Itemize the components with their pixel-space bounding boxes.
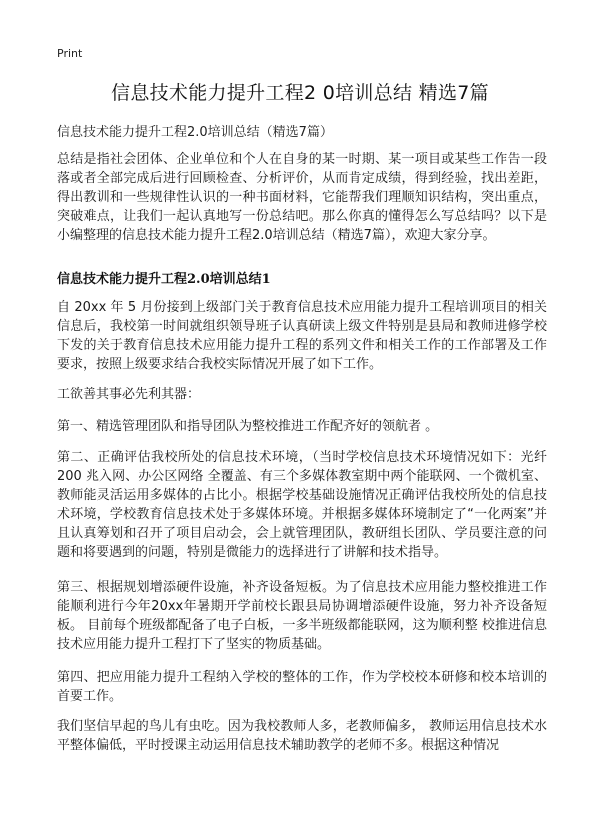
print-link[interactable]: Print (57, 47, 83, 60)
paragraph-3: 第一、精选管理团队和指导团队为整校推进工作配齐好的领航者 。 (57, 419, 439, 434)
intro-paragraph: 总结是指社会团体、企业单位和个人在自身的某一时期、某一项目或某些工作告一段落或者全部完成后进行回顾检查、分析评价，从而肯定成绩，得到经验，找出差距，得出教训和一些规律性认识的一种书面材料，它能帮我们理顺知识结构，突出重点，突破难点，让我们一起认真地写一份总结吧。那么你真的懂得怎么写总结吗？以下是小编整理的信息技术能力提升工程2.0培训总结（精选7篇），欢迎大家分享。 (57, 152, 547, 243)
paragraph-2: 工欲善其事必先利其器： (57, 387, 201, 402)
paragraph-4: 第二、正确评估我校所处的信息技术环境，（当时学校信息技术环境情况如下：光纤 200 兆入网、办公区网络 全覆盖、有三个多媒体教室期中两个能联网、一个微机室、教师能灵活运用多媒体的占比小。根据学校基础设施情况正确评估我校所处的信息技术环境，学校教育信息技术处于多媒体环境。并根据多媒体环境制定了“一化两案”并且认真筹划和召开了项目启动会，会上就管理团队，教研组长团队、学员要注意的问题和将要遇到的问题，特别是微能力的选择进行了讲解和技术指导。 (57, 450, 547, 560)
section-heading-1: 信息技术能力提升工程2.0培训总结1 (57, 272, 271, 287)
paragraph-5: 第三、根据规划增添硬件设施，补齐设备短板。为了信息技术应用能力整校推进工作能顺利进行今年20xx年暑期开学前校长跟县局协调增添硬件设施，努力补齐设备短板。 目前每个班级都配备了电子白板，一多半班级都能联网，这为顺利整 校推进信息技术应用能力提升工程打下了坚实的物质基础。 (57, 580, 547, 652)
page-title: 信息技术能力提升工程2 0培训总结 精选7篇 (111, 82, 489, 104)
paragraph-6: 第四、把应用能力提升工程纳入学校的整体的工作，作为学校校本研修和校本培训的首要工作。 (57, 670, 547, 704)
document-subtitle: 信息技术能力提升工程2.0培训总结（精选7篇） (57, 125, 333, 140)
paragraph-7: 我们坚信早起的鸟儿有虫吃。因为我校教师人多，老教师偏多， 教师运用信息技术水平整体偏低，平时授课主动运用信息技术辅助教学的老师不多。根据这种情况 (57, 719, 547, 753)
paragraph-1: 自 20xx 年 5 月份接到上级部门关于教育信息技术应用能力提升工程培训项目的相关信息后，我校第一时间就组织领导班子认真研读上级文件特别是县局和教师进修学校下发的关于教育信息技术应用能力提升工程的系列文件和相关工作的工作部署及工作要求，按照上级要求结合我校实际情况开展了如下工作。 (57, 300, 547, 372)
